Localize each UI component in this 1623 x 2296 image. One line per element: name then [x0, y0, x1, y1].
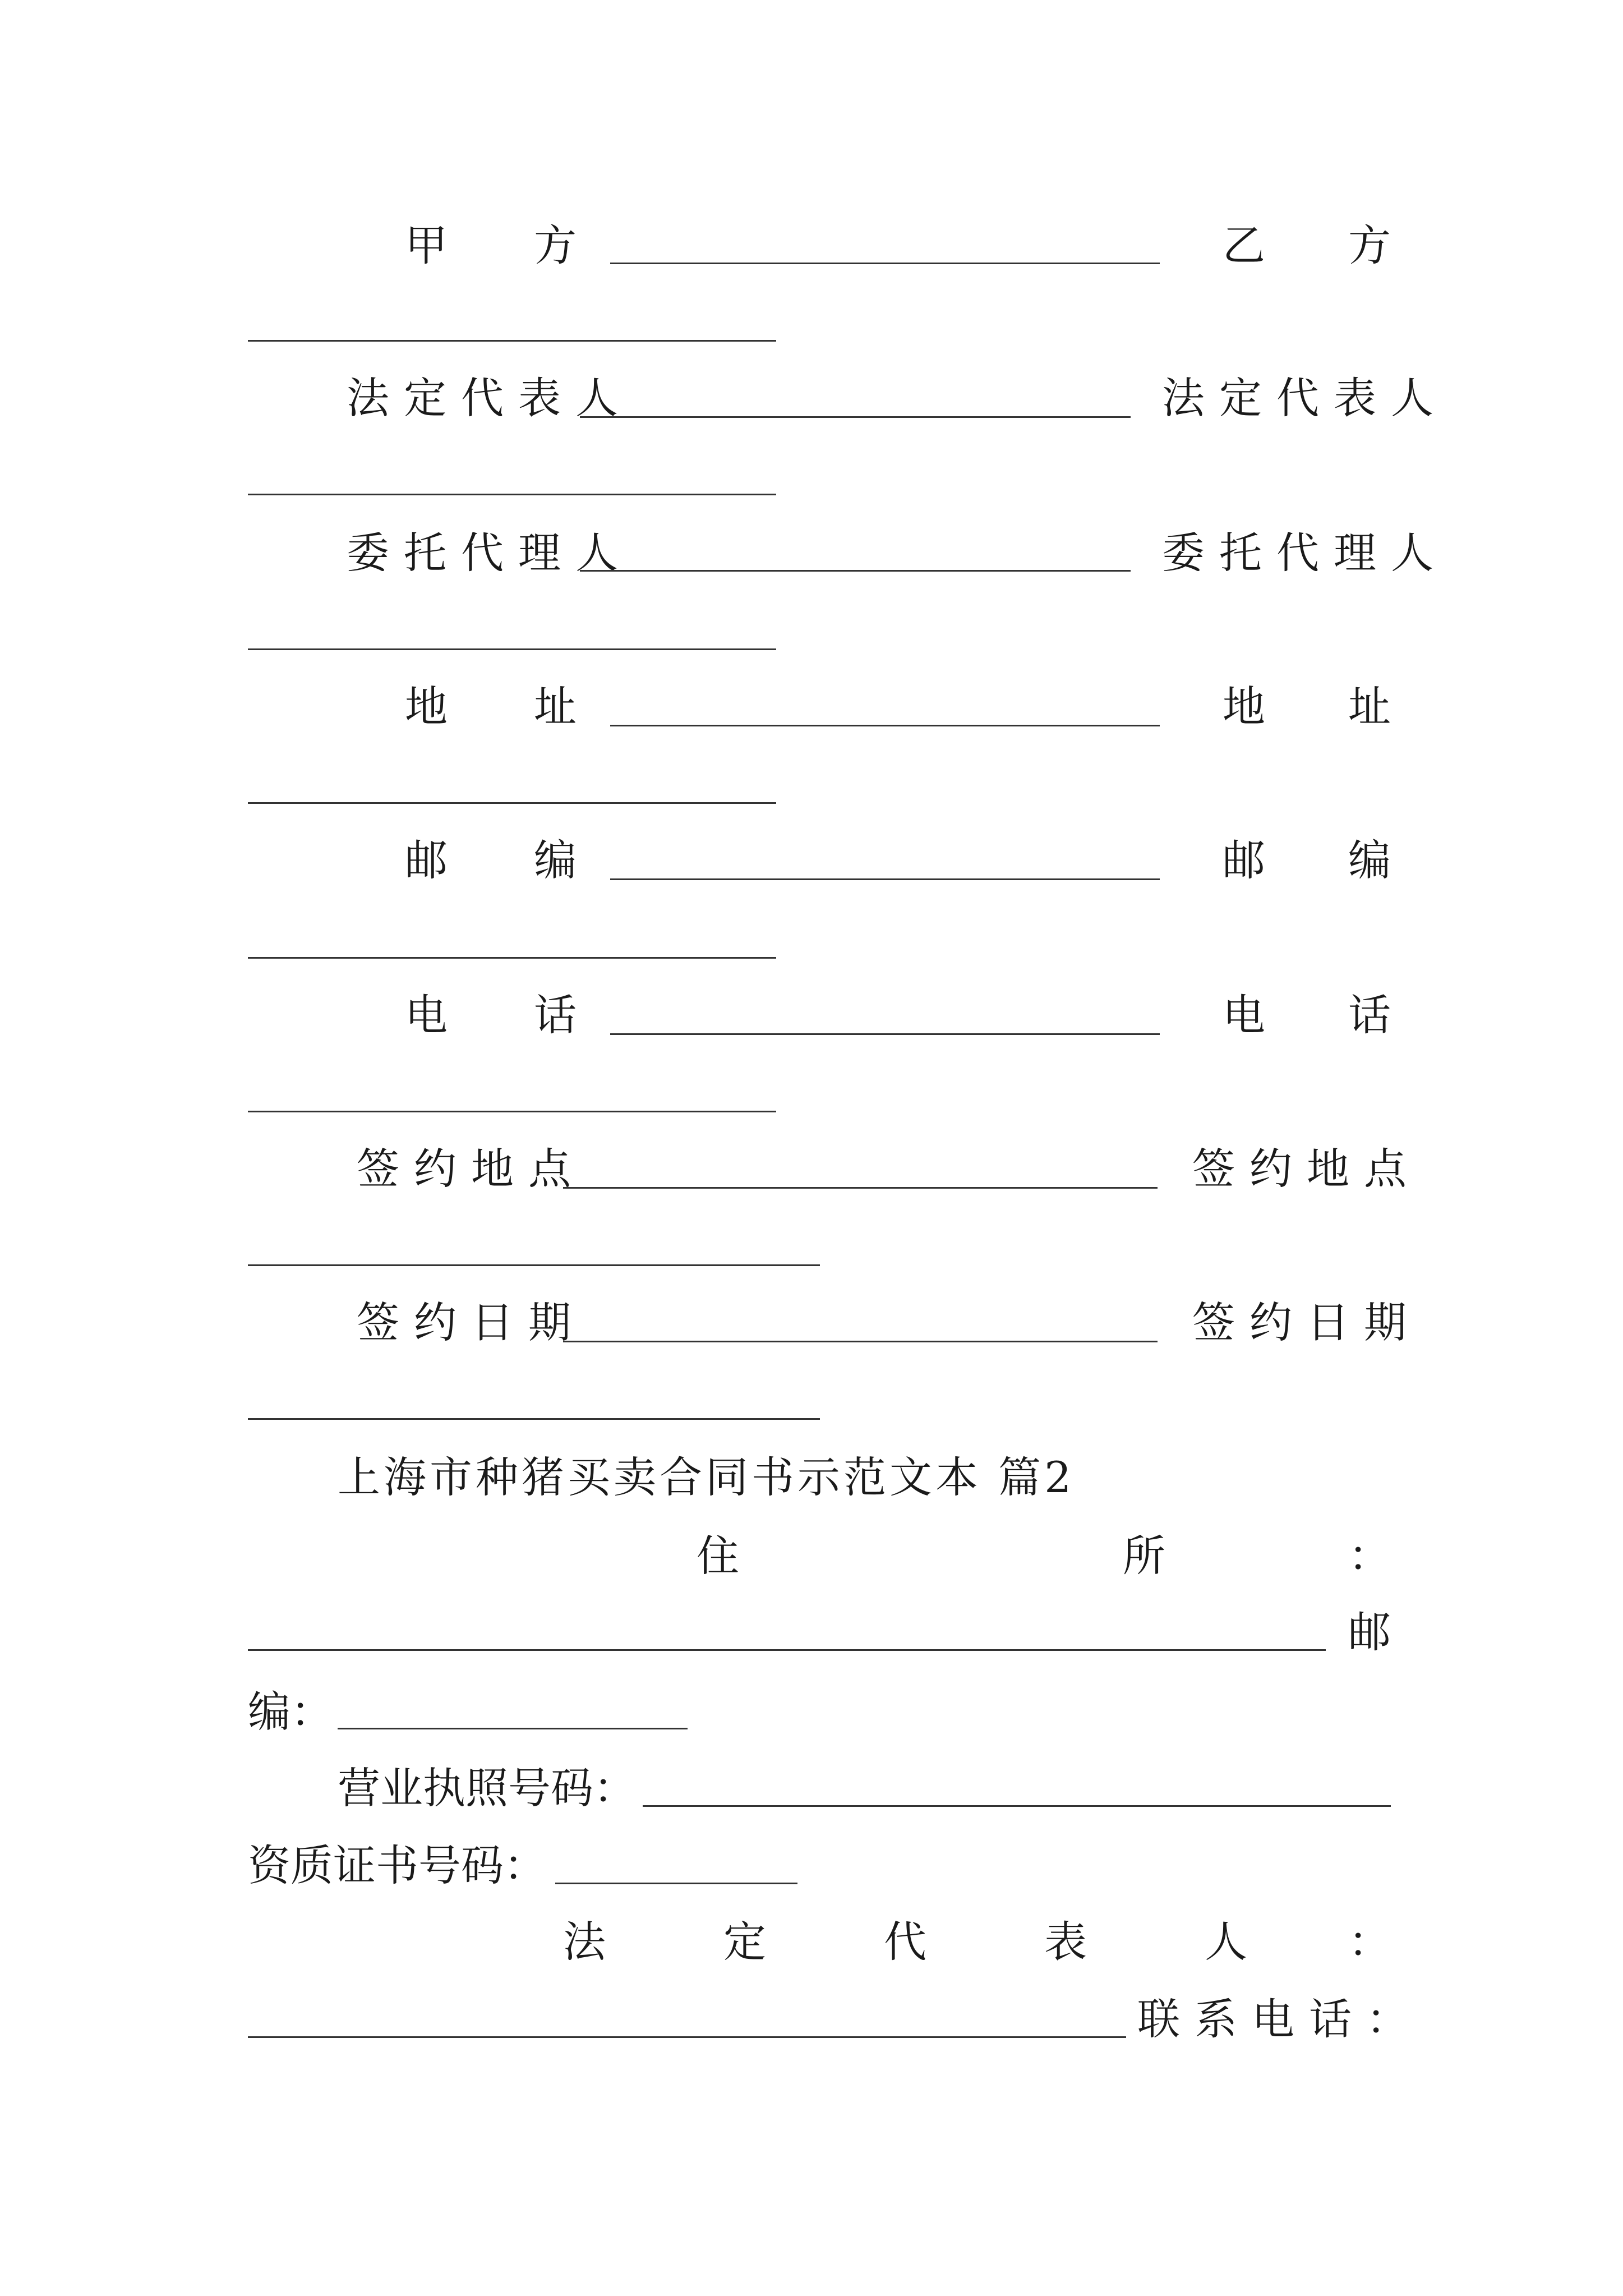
sign-date-right-label: 签约日期	[1192, 1297, 1421, 1347]
postcode-label-char2: 编：	[248, 1687, 333, 1737]
address-left-label-char1: 地	[405, 682, 448, 731]
postcode-right-label-char1: 邮	[1223, 835, 1265, 885]
qualification-cert-blank[interactable]	[555, 1883, 797, 1884]
legal-rep-blank[interactable]	[248, 2036, 1126, 2038]
party-a-label-char2: 方	[534, 220, 577, 270]
section-heading: 上海市种猪买卖合同书示范文本 篇2	[338, 1452, 1075, 1502]
qualification-cert-label: 资质证书号码：	[248, 1841, 546, 1890]
legal-rep-colon: ：	[1348, 1917, 1391, 1967]
legal-rep-label-char5: 人	[1205, 1917, 1247, 1967]
postcode-blank[interactable]	[338, 1728, 688, 1729]
sign-place-right-label: 签约地点	[1192, 1144, 1421, 1194]
sign-date-left-blank[interactable]	[563, 1341, 1158, 1342]
address-right-label-char2: 址	[1348, 682, 1391, 731]
address-left-label-char2: 址	[534, 682, 577, 731]
phone-left-label-char1: 电	[405, 990, 448, 1040]
postcode-left-label-char1: 邮	[405, 835, 448, 885]
sign-date-right-blank[interactable]	[248, 1418, 820, 1420]
residence-label-char2: 所	[1123, 1531, 1165, 1581]
legal-rep-label-char4: 表	[1044, 1917, 1087, 1967]
party-b-blank[interactable]	[248, 340, 776, 342]
residence-colon: ：	[1348, 1531, 1391, 1581]
party-b-label-char2: 方	[1348, 220, 1391, 270]
phone-right-label-char2: 话	[1348, 990, 1391, 1040]
postcode-right-label-char2: 编	[1348, 835, 1391, 885]
postcode-left-blank[interactable]	[610, 878, 1160, 880]
party-a-blank[interactable]	[610, 263, 1160, 264]
phone-right-blank[interactable]	[248, 1111, 776, 1112]
phone-left-blank[interactable]	[610, 1033, 1160, 1035]
sign-place-left-label: 签约地点	[357, 1144, 585, 1194]
postcode-left-label-char2: 编	[534, 835, 577, 885]
legal-rep-right-label: 法定代表人	[1162, 373, 1448, 423]
residence-blank[interactable]	[248, 1649, 1326, 1651]
phone-right-label-char1: 电	[1223, 990, 1265, 1040]
legal-rep-right-blank[interactable]	[248, 494, 776, 495]
business-license-label: 营业执照号码：	[338, 1763, 636, 1813]
legal-rep-left-label: 法定代表人	[347, 373, 633, 423]
party-b-label-char1: 乙	[1223, 220, 1265, 270]
address-right-label-char1: 地	[1223, 682, 1265, 731]
agent-left-label: 委托代理人	[347, 528, 633, 578]
address-left-blank[interactable]	[610, 725, 1160, 726]
postcode-label-char1: 邮	[1348, 1607, 1391, 1657]
residence-label-char1: 住	[697, 1531, 739, 1581]
contact-phone-label: 联系电话：	[1137, 1994, 1423, 2044]
party-a-label-char1: 甲	[405, 220, 448, 270]
agent-right-label: 委托代理人	[1162, 528, 1448, 578]
agent-right-blank[interactable]	[248, 648, 776, 650]
business-license-blank[interactable]	[643, 1805, 1391, 1807]
legal-rep-label-char3: 代	[884, 1917, 926, 1967]
address-right-blank[interactable]	[248, 802, 776, 804]
sign-place-left-blank[interactable]	[563, 1187, 1158, 1189]
legal-rep-label-char1: 法	[563, 1917, 606, 1967]
agent-left-blank[interactable]	[580, 570, 1131, 572]
legal-rep-left-blank[interactable]	[580, 416, 1131, 418]
sign-date-left-label: 签约日期	[357, 1297, 585, 1347]
postcode-right-blank[interactable]	[248, 957, 776, 959]
sign-place-right-blank[interactable]	[248, 1264, 820, 1266]
phone-left-label-char2: 话	[534, 990, 577, 1040]
legal-rep-label-char2: 定	[723, 1917, 766, 1967]
